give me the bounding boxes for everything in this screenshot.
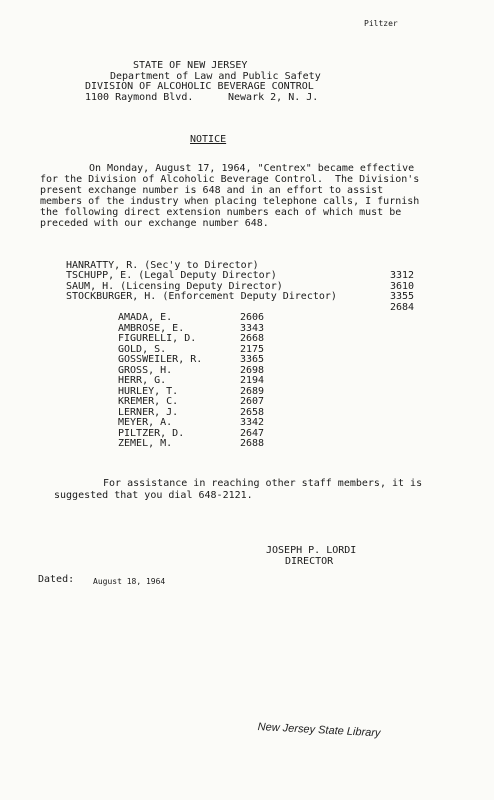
closing-line-2: suggested that you dial 648-2121. bbox=[54, 490, 253, 501]
body-line-5: the following direct extension numbers each of which must be bbox=[40, 207, 402, 218]
body-line-1: On Monday, August 17, 1964, "Centrex" became effective bbox=[89, 163, 415, 174]
staff-ext: 2175 bbox=[240, 343, 265, 355]
staff-name: GOSSWEILER, R. bbox=[118, 354, 203, 365]
staff-name: AMADA, E. bbox=[118, 312, 173, 323]
officer-ext: 2684 bbox=[390, 301, 415, 313]
officer-name: SAUM, H. (Licensing Deputy Director) bbox=[66, 280, 283, 292]
staff-name: ZEMEL, M. bbox=[118, 438, 173, 449]
staff-name: HERR, G. bbox=[118, 375, 167, 386]
staff-ext: 2607 bbox=[240, 396, 265, 407]
staff-ext: 2688 bbox=[240, 438, 265, 449]
staff-row bbox=[118, 397, 298, 408]
staff-row bbox=[118, 376, 298, 387]
officer-name: STOCKBURGER, H. (Enforcement Deputy Director) bbox=[66, 291, 337, 302]
signature-name: JOSEPH P. LORDI bbox=[266, 545, 357, 556]
header-department: Department of Law and Public Safety bbox=[110, 71, 321, 82]
officers-list bbox=[66, 250, 426, 313]
staff-ext: 2658 bbox=[240, 406, 265, 418]
header-city: Newark 2, N. J. bbox=[228, 92, 319, 103]
staff-row bbox=[118, 313, 298, 324]
notice-title: NOTICE bbox=[190, 134, 227, 145]
body-line-3: present exchange number is 648 and in an effort to assist bbox=[40, 185, 384, 196]
corner-tag: Piltzer bbox=[364, 19, 398, 28]
staff-ext: 2606 bbox=[240, 312, 265, 323]
dated-value: August 18, 1964 bbox=[93, 577, 166, 586]
staff-ext: 3343 bbox=[240, 322, 265, 334]
staff-ext: 2689 bbox=[240, 385, 265, 397]
officer-name: TSCHUPP, E. (Legal Deputy Director) bbox=[66, 270, 277, 281]
staff-name: GOLD, S. bbox=[118, 343, 167, 355]
officer-ext: 3355 bbox=[390, 291, 415, 302]
staff-row bbox=[118, 418, 298, 429]
staff-ext: 2668 bbox=[240, 333, 265, 344]
staff-name: KREMER, C. bbox=[118, 396, 179, 407]
signature-title: DIRECTOR bbox=[285, 556, 334, 567]
staff-row bbox=[118, 355, 298, 366]
staff-name: PILTZER, D. bbox=[118, 427, 185, 439]
staff-ext: 3342 bbox=[240, 417, 265, 428]
header-state: STATE OF NEW JERSEY bbox=[133, 60, 248, 71]
officer-ext: 3610 bbox=[390, 280, 415, 292]
staff-row bbox=[118, 334, 298, 345]
body-line-2: for the Division of Alcoholic Beverage Control. The Division's bbox=[40, 174, 420, 185]
staff-name: LERNER, J. bbox=[118, 406, 179, 418]
staff-list bbox=[118, 313, 298, 450]
staff-name: AMBROSE, E. bbox=[118, 322, 185, 334]
staff-name: FIGURELLI, D. bbox=[118, 333, 197, 344]
body-line-6: preceded with our exchange number 648. bbox=[40, 218, 269, 229]
officer-name: HANRATTY, R. (Sec'y to Director) bbox=[66, 259, 259, 271]
staff-ext: 2647 bbox=[240, 427, 265, 439]
officer-ext: 3312 bbox=[390, 270, 415, 281]
header-division: DIVISION OF ALCOHOLIC BEVERAGE CONTROL bbox=[85, 81, 314, 92]
staff-name: MEYER, A. bbox=[118, 417, 173, 428]
header-address: 1100 Raymond Blvd. bbox=[85, 92, 194, 103]
staff-name: HURLEY, T. bbox=[118, 385, 179, 397]
library-stamp: New Jersey State Library bbox=[257, 721, 381, 740]
staff-ext: 3365 bbox=[240, 354, 265, 365]
staff-name: GROSS, H. bbox=[118, 364, 173, 376]
dated-label: Dated: bbox=[38, 574, 75, 585]
body-line-4: members of the industry when placing telephone calls, I furnish bbox=[40, 196, 420, 207]
staff-ext: 2698 bbox=[240, 364, 265, 376]
staff-row bbox=[118, 439, 298, 450]
closing-line-1: For assistance in reaching other staff members, it is bbox=[103, 478, 423, 489]
staff-ext: 2194 bbox=[240, 375, 265, 386]
